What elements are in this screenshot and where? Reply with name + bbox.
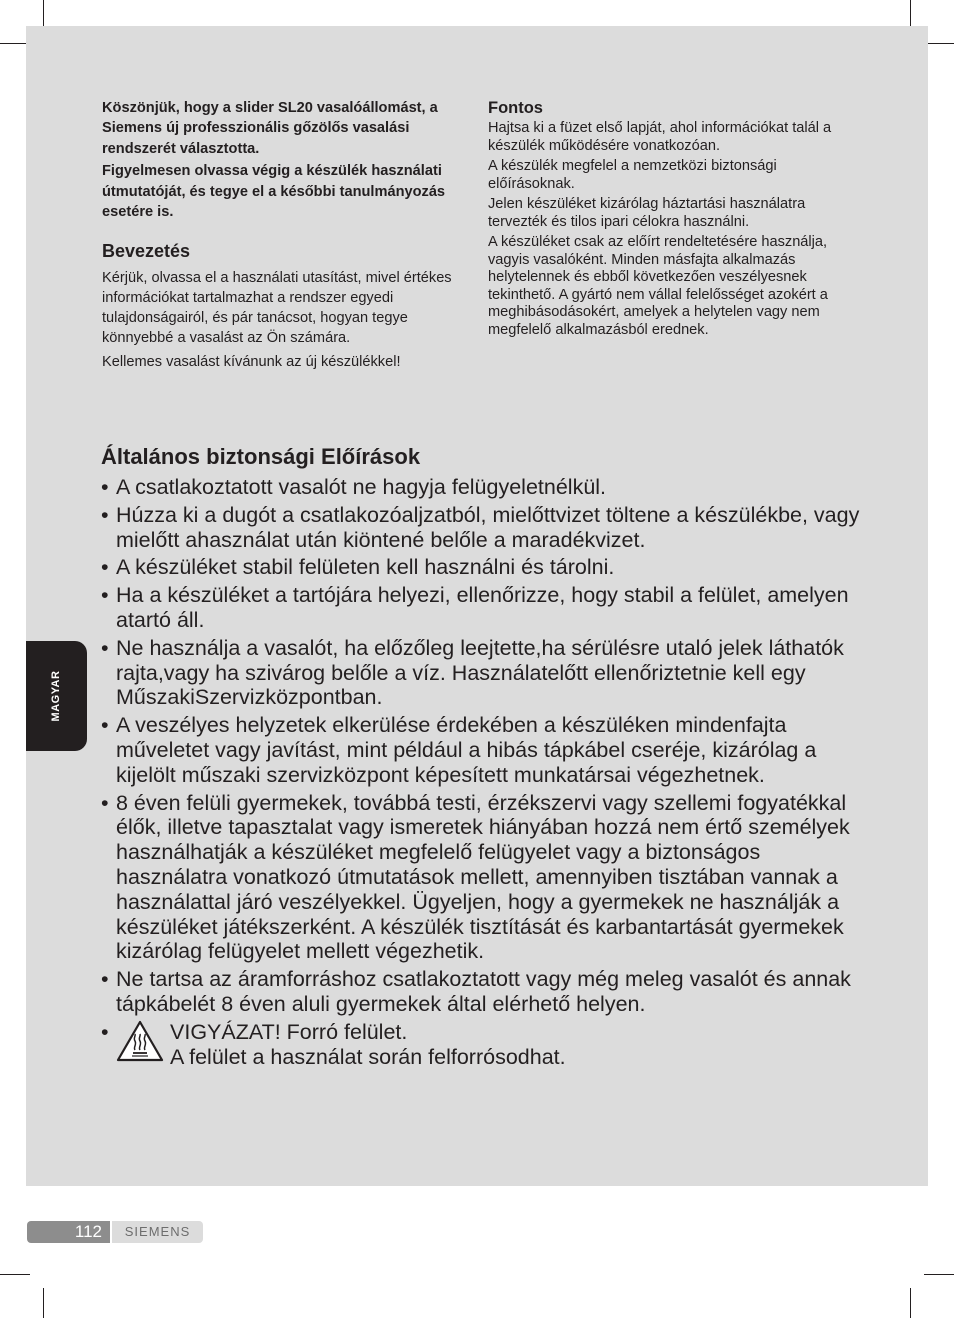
intro-paragraph: Figyelmesen olvassa végig a készülék használati útmutatóját, és tegye el a későbbi tanulmányozás esetére is. <box>102 163 446 221</box>
crop-mark <box>0 1274 30 1275</box>
crop-mark <box>43 1288 44 1318</box>
bullet-marker: • <box>101 475 109 499</box>
bullet-marker: • <box>101 1019 109 1044</box>
bullet-text: Ne tartsa az áramforráshoz csatlakoztatott vagy még meleg vasalót és annak tápkábelét 8 éven aluli gyermekek által elérhető helyen. <box>116 967 851 1016</box>
section-title-bevezetes: Bevezetés <box>102 241 191 262</box>
bullet-marker: • <box>101 635 109 660</box>
safety-bullet <box>101 791 871 965</box>
language-tab <box>26 641 87 751</box>
language-tab-label: MAGYAR <box>50 670 62 722</box>
bullet-text: A csatlakoztatott vasalót ne hagyja felügyeletnélkül. <box>116 475 607 499</box>
warning-text <box>170 1020 566 1070</box>
bullet-text: A készüléket stabil felületen kell használni és tárolni. <box>116 555 615 580</box>
bullet-text: Húzza ki a dugót a csatlakozóaljzatból, mielőttvizet töltene a készülékbe, vagy mielőtt ahasználat után kiöntené belőle a maradékvizet. <box>116 502 860 552</box>
crop-mark <box>910 1288 911 1318</box>
bullet-text: 8 éven felüli gyermekek, továbbá testi, érzékszervi vagy szellemi fogyatékkal élők, illetve tapasztalat vagy ismeretek hiányában hozzá nem értő személyek használhatják a készüléket megfelelő felügyelet vagy a biztonságos használatra vonatkozó útmutatások mellett, amennyiben tisztában vannak a használattal járó veszélyekkel. Ügyeljen, hogy a gyermekek ne használják a készüléket játékszerként. A készülék tisztítását és karbantartását gyermekek kizárólag felügyelet mellett végezhetik. <box>116 790 850 964</box>
bevezetes-paragraph: Kérjük, olvassa el a használati utasítást, mivel értékes információkat tartalmazhat a rendszer egyedi tulajdonságairól, és pár tanácsot, hogyan tegye könnyebbé a vasalást az Ön számára. <box>102 270 452 347</box>
safety-bullet <box>101 555 871 580</box>
bullet-marker: • <box>101 713 109 738</box>
crop-mark <box>924 43 954 44</box>
safety-bullet <box>101 636 871 710</box>
fontos-paragraph: Jelen készüléket kizárólag háztartási használatra tervezték és tilos ipari célokra használni. <box>488 196 806 230</box>
warning-line-2: A felület a használat során felforrósodhat. <box>170 1044 566 1069</box>
hot-surface-warning-icon <box>116 1020 164 1062</box>
safety-bullet <box>101 503 871 553</box>
intro-paragraph: Köszönjük, hogy a slider SL20 vasalóállomást, a Siemens új professzionális gőzölős vasalási rendszerét választotta. <box>102 100 438 157</box>
right-column <box>488 98 856 342</box>
safety-section <box>101 440 871 1072</box>
warning-row <box>116 1020 871 1070</box>
bevezetes-paragraph: Kellemes vasalást kívánunk az új készülékkel! <box>102 354 401 371</box>
fontos-paragraph: A készüléket csak az előírt rendeltetésére használja, vagyis vasalóként. Minden másfajta alkalmazás helytelennek és ebből következően veszélyesnek tekinthető. A gyártó nem vállal felelősséget azokért a meghibásodásokért, amelyek a helytelen vagy nem megfelelő alkalmazásból erednek. <box>488 234 828 338</box>
section-title-fontos: Fontos <box>488 99 543 117</box>
fontos-paragraph: Hajtsa ki a füzet első lapját, ahol információkat talál a készülék működésére vonatkozóan. <box>488 120 832 154</box>
bullet-marker: • <box>101 790 109 815</box>
safety-bullet <box>101 475 871 500</box>
crop-mark <box>924 1274 954 1275</box>
bullet-text: A veszélyes helyzetek elkerülése érdekében a készüléken mindenfajta műveletet vagy javítást, mint például a hibás tápkábel cseréje, kizárólag a kijelölt műszaki szervizközpont képesített munkatársai végezhetnek. <box>116 713 817 787</box>
warning-bullet <box>101 1020 871 1070</box>
bullet-marker: • <box>101 583 109 608</box>
brand-label: SIEMENS <box>112 1221 203 1243</box>
left-column <box>102 98 462 376</box>
safety-bullet <box>101 583 871 633</box>
safety-bullet <box>101 967 871 1017</box>
bullet-marker: • <box>101 502 109 527</box>
safety-bullet <box>101 713 871 787</box>
bullet-text: Ha a készüléket a tartójára helyezi, ellenőrizze, hogy stabil a felület, amelyen atartó áll. <box>116 583 849 632</box>
fontos-paragraph: A készülék megfelel a nemzetközi biztonsági előírásoknak. <box>488 158 777 192</box>
bullet-text: Ne használja a vasalót, ha előzőleg leejtette,ha sérülésre utaló jelek láthatók rajta,vagy ha szivárog belőle a víz. Használatelőtt ellenőriztetnie kell egy MűszakiSzervizközpontban. <box>116 635 844 710</box>
bullet-marker: • <box>101 555 109 580</box>
page-number: 112 <box>27 1221 110 1243</box>
warning-line-1: VIGYÁZAT! Forró felület. <box>170 1019 408 1044</box>
bullet-marker: • <box>101 967 109 992</box>
safety-title: Általános biztonsági Előírások <box>101 444 421 469</box>
